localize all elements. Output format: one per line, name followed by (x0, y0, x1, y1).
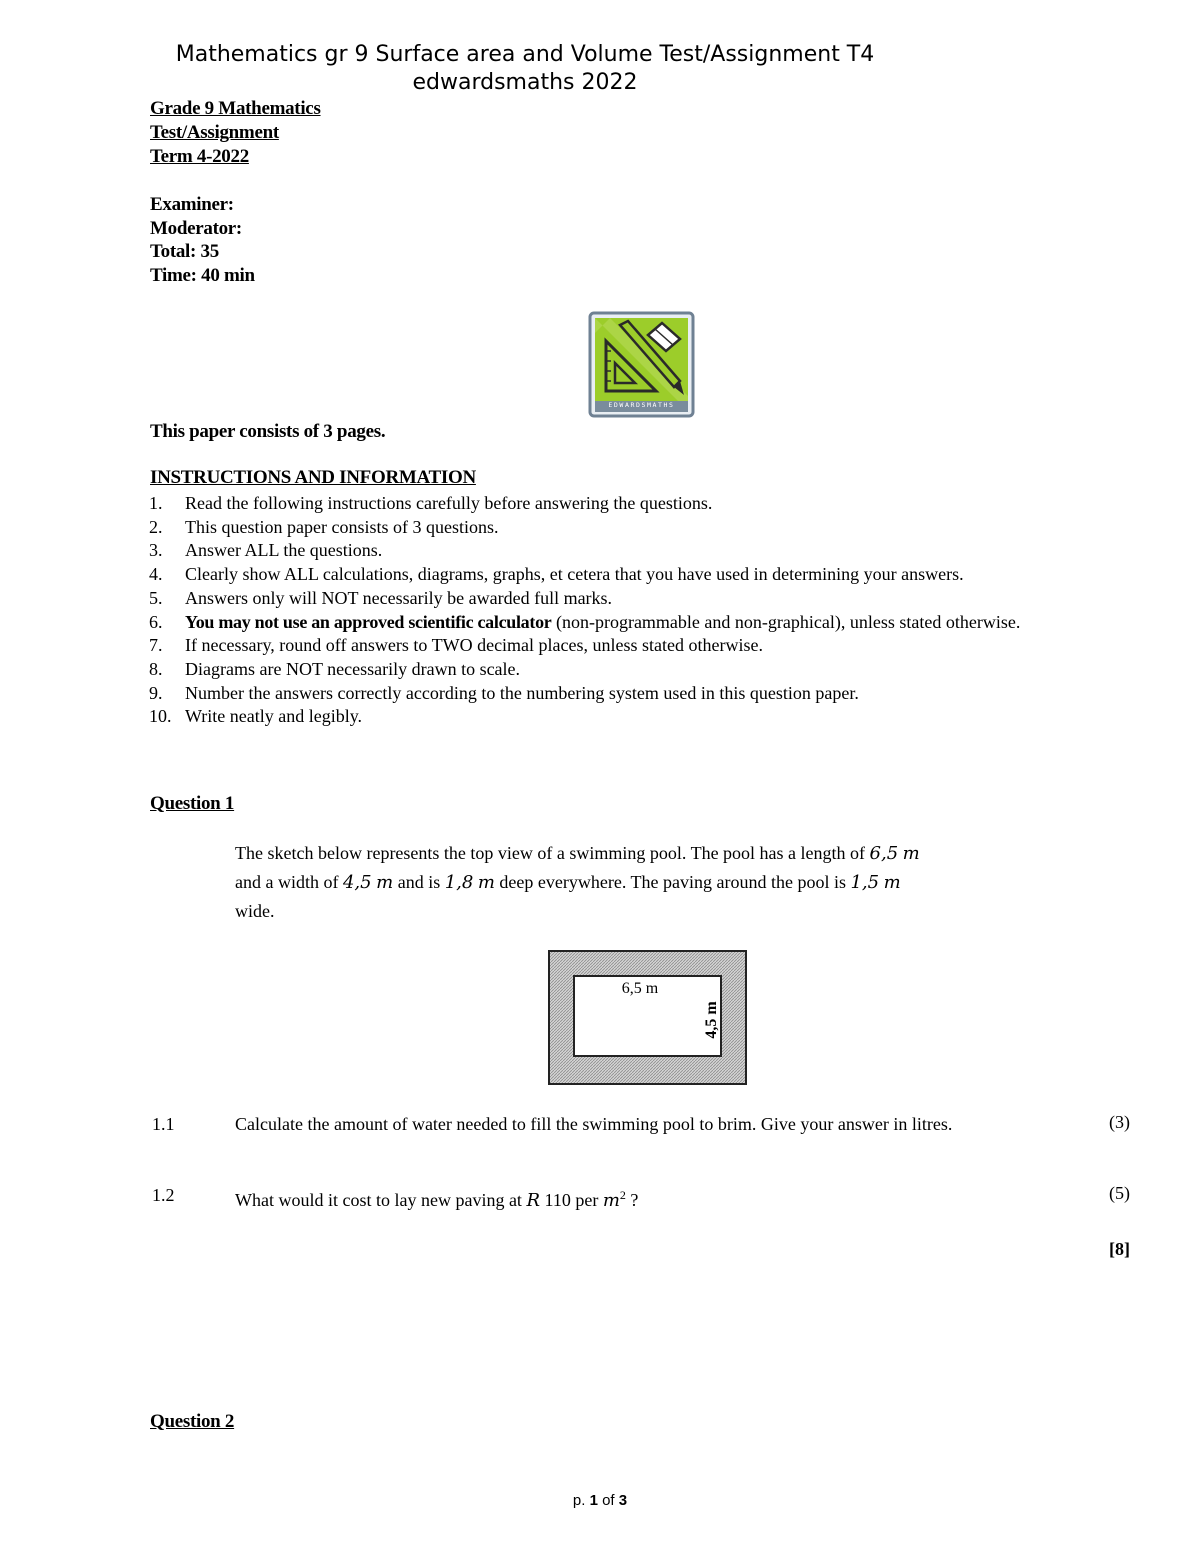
document-header-title: Mathematics gr 9 Surface area and Volume Test/Assignment T4 (175, 42, 875, 67)
instruction-item: 1. Read the following instructions carefully before answering the questions. (149, 493, 713, 513)
subquestion-1-2-text: What would it cost to lay new paving at R 110 per $m^2$ ? (235, 1188, 639, 1211)
document-header-subtitle: edwardsmaths 2022 (412, 70, 638, 95)
cover-examiner: Examiner: (150, 194, 234, 215)
question-1-heading: Question 1 (150, 793, 235, 814)
instruction-item: 2. This question paper consists of 3 questions. (149, 516, 499, 537)
edwardsmaths-logo (588, 311, 695, 418)
instruction-item: 7. If necessary, round off answers to TWO decimal places, unless stated otherwise. (149, 635, 763, 656)
instruction-item: 5. Answers only will NOT necessarily be awarded full marks. (149, 587, 613, 608)
subquestion-1-2-marks: (5) (1109, 1183, 1130, 1203)
instruction-item: 9. Number the answers correctly according to the numbering system used in this question paper. (149, 682, 859, 703)
pool-width-label: 4,5 m (703, 1001, 720, 1039)
instructions-list (149, 492, 1149, 729)
logo-text: EDWARDSMATHS (608, 401, 675, 409)
cover-type: Test/Assignment (150, 122, 279, 143)
pool-length-label: 6,5 m (621, 980, 659, 997)
instructions-heading: INSTRUCTIONS AND INFORMATION (150, 467, 476, 488)
question-1-total-marks: [8] (1109, 1239, 1130, 1259)
instruction-item: 4. Clearly show ALL calculations, diagrams, graphs, et cetera that you have used in determining your answers. (149, 564, 964, 585)
subquestion-1-2-number: 1.2 (152, 1185, 175, 1205)
question-2-heading: Question 2 (150, 1411, 235, 1432)
cover-time: Time: 40 min (150, 265, 255, 286)
cover-total: Total: 35 (150, 241, 219, 262)
page-footer: p. 1 of 3 (572, 1492, 628, 1509)
pages-note: This paper consists of 3 pages. (150, 421, 386, 442)
instruction-item: 6. You may not use an approved scientific calculator (non-programmable and non-graphical), unless stated otherwise. (149, 611, 1021, 632)
cover-moderator: Moderator: (150, 218, 242, 239)
subquestion-1-1-text: Calculate the amount of water needed to fill the swimming pool to brim. Give your answer in litres. (235, 1114, 953, 1134)
cover-grade: Grade 9 Mathematics (150, 98, 321, 119)
subquestion-1-1-marks: (3) (1109, 1112, 1130, 1132)
question-1-intro: The sketch below represents the top view of a swimming pool. The pool has a length of 6,5 m and a width of 4,5 m and is 1,8 m deep everywhere. The paving around the pool is 1,5 m wide. (235, 843, 920, 921)
instruction-item: 3. Answer ALL the questions. (149, 540, 383, 561)
instruction-item: 8. Diagrams are NOT necessarily drawn to scale. (149, 658, 521, 679)
instruction-item: 10. Write neatly and legibly. (149, 706, 363, 727)
cover-term: Term 4-2022 (150, 146, 249, 167)
subquestion-1-1-number: 1.1 (152, 1114, 175, 1134)
swimming-pool-diagram (548, 950, 747, 1085)
